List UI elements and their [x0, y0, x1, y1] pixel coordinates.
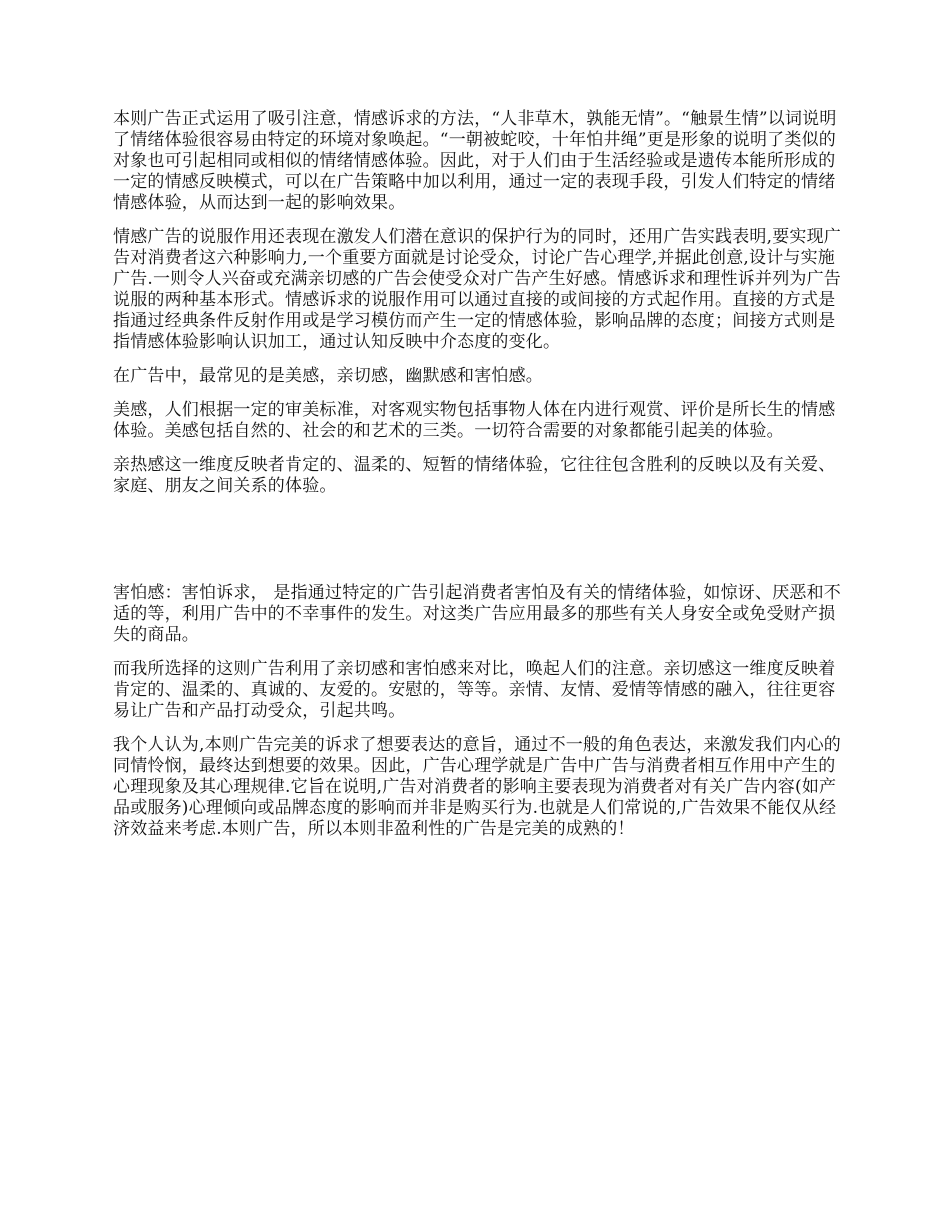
paragraph-chosen-ad-contrast: 而我所选择的这则广告利用了亲切感和害怕感来对比，唤起人们的注意。亲切感这一维度反映着肯定的、温柔的、真诚的、友爱的。安慰的，等等。亲情、友情、爱情等情感的融入，往往更容易让广告和产品打动受众，引起共鸣。 — [113, 659, 836, 721]
paragraph-persuasion-effect: 情感广告的说服作用还表现在激发人们潜在意识的保护行为的同时，还用广告实践表明,要实现广告对消费者这六种影响力,一个重要方面就是讨论受众，讨论广告心理学,并据此创意,设计与实施广告.一则令人兴奋或充满亲切感的广告会使受众对广告产生好感。情感诉求和理性诉并列为广告说服的两种基本形式。情感诉求的说服作用可以通过直接的或间接的方式起作用。直接的方式是指通过经典条件反射作用或是学习模仿而产生一定的情感体验，影响品牌的态度；间接方式则是指情感体验影响认识加工，通过认知反映中介态度的变化。 — [113, 227, 842, 352]
paragraph-gap — [113, 510, 843, 583]
paragraph-common-emotions: 在广告中，最常见的是美感，亲切感，幽默感和害怕感。 — [113, 366, 543, 386]
paragraph-emotional-appeal-intro: 本则广告正式运用了吸引注意，情感诉求的方法，“人非草木，孰能无情”。“触景生情”以词说明了情绪体验很容易由特定的环境对象唤起。“一朝被蛇咬，十年怕井绳”更是形象的说明了类似的对象也可引起相同或相似的情绪情感体验。因此，对于人们由于生活经验或是遗传本能所形成的一定的情感反映模式，可以在广告策略中加以利用，通过一定的表现手段，引发人们特定的情绪情感体验，从而达到一起的影响效果。 — [113, 109, 837, 213]
paragraph-fear-appeal: 害怕感：害怕诉求， 是指通过特定的广告引起消费者害怕及有关的情绪体验，如惊讶、厌恶和不适的等，利用广告中的不幸事件的发生。对这类广告应用最多的那些有关人身安全或免受财产损失的商品。 — [113, 583, 842, 645]
document-body — [113, 109, 843, 853]
paragraph-personal-opinion: 我个人认为,本则广告完美的诉求了想要表达的意旨，通过不一般的角色表达，来激发我们内心的同情怜悯，最终达到想要的效果。因此，广告心理学就是广告中广告与消费者相互作用中产生的心理现象及其心理规律.它旨在说明,广告对消费者的影响主要表现为消费者对有关广告内容(如产品或服务)心理倾向或品牌态度的影响而并非是购买行为.也就是人们常说的,广告效果不能仅从经济效益来考虑.本则广告，所以本则非盈利性的广告是完美的成熟的！ — [113, 735, 842, 839]
paragraph-aesthetic-feeling: 美感，人们根据一定的审美标准，对客观实物包括事物人体在内进行观赏、评价是所长生的情感体验。美感包括自然的、社会的和艺术的三类。一切符合需要的对象都能引起美的体验。 — [113, 400, 836, 441]
paragraph-warmth-feeling: 亲热感这一维度反映者肯定的、温柔的、短暂的情绪体验，它往往包含胜利的反映以及有关爱、家庭、朋友之间关系的体验。 — [113, 455, 836, 496]
